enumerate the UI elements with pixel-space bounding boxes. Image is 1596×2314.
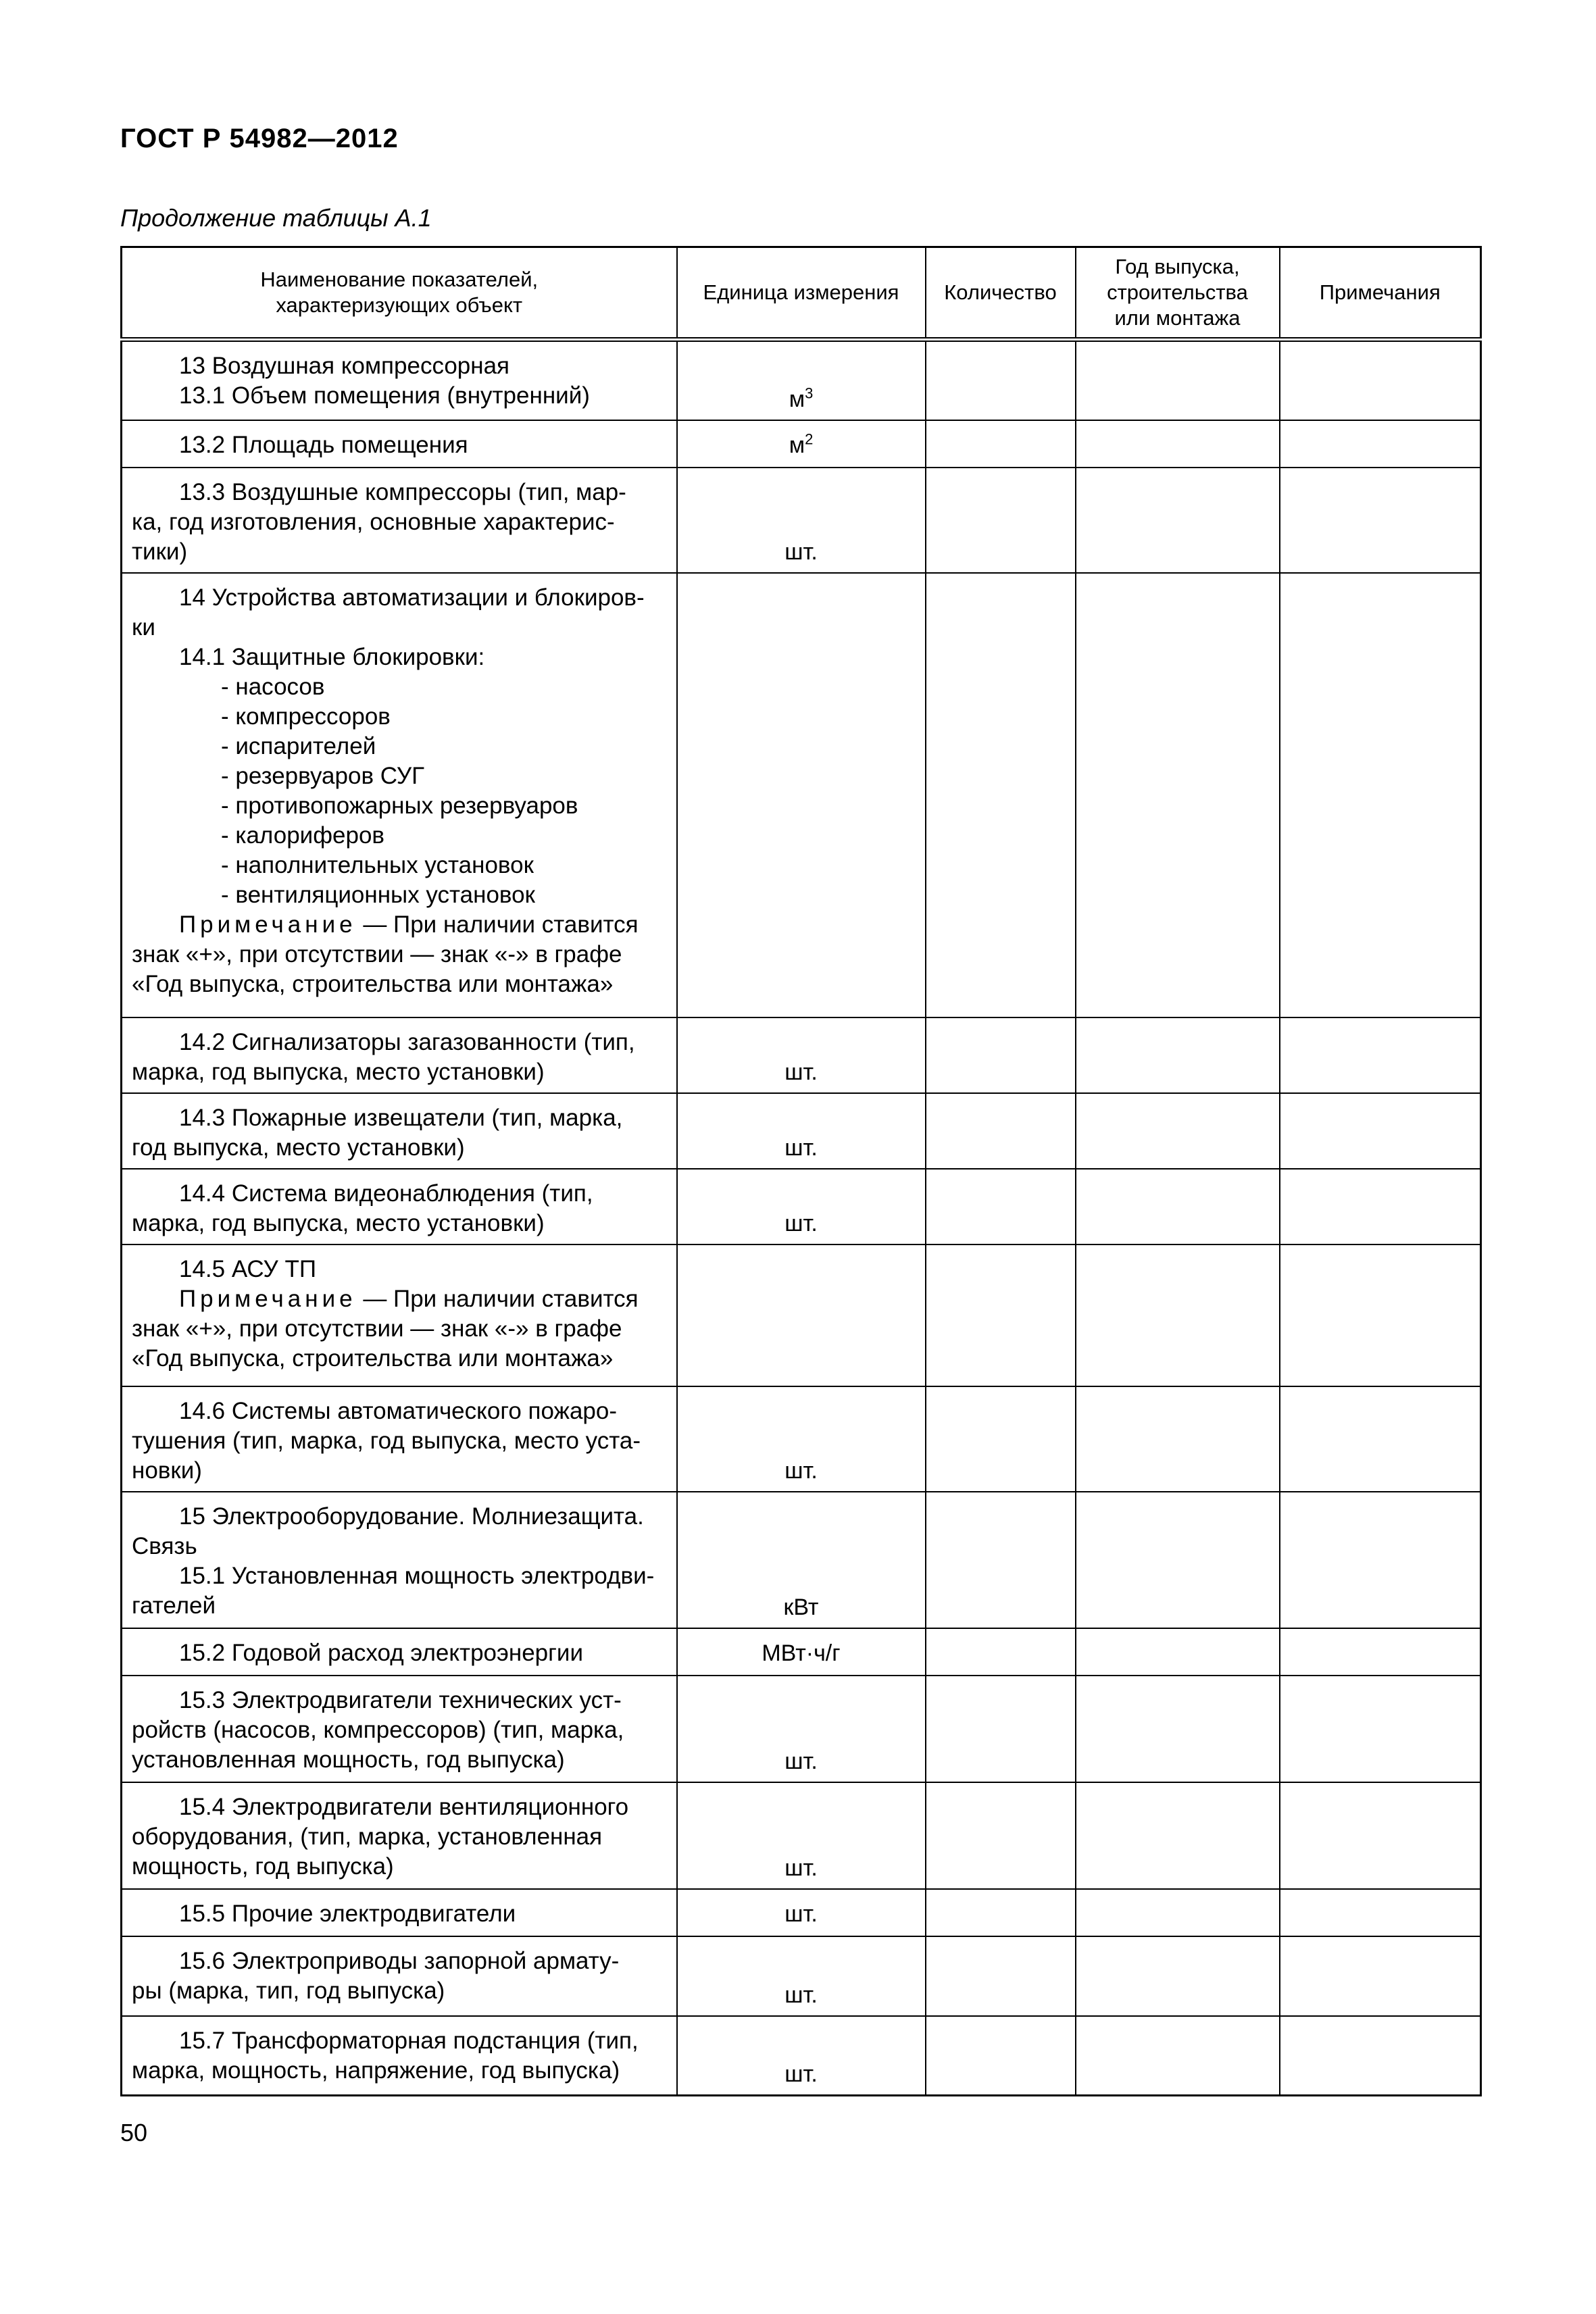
row-name-cell: 14.6 Системы автоматического пожаро- тушения (тип, марка, год выпуска, место уста- новки) <box>122 1386 677 1492</box>
row-year-cell <box>1076 1628 1280 1676</box>
row-name-cell: 15.7 Трансформаторная подстанция (тип, марка, мощность, напряжение, год выпуска) <box>122 2016 677 2096</box>
row-quantity-cell <box>926 1889 1076 1936</box>
table-row <box>122 1782 1481 1889</box>
row-notes-cell <box>1280 1386 1481 1492</box>
table-row <box>122 573 1481 1017</box>
table-row <box>122 1093 1481 1169</box>
row-name-cell: 13.3 Воздушные компрессоры (тип, мар- ка, год изготовления, основные характерис- тики) <box>122 468 677 573</box>
row-name-cell: 14.2 Сигнализаторы загазованности (тип, марка, год выпуска, место установки) <box>122 1017 677 1093</box>
table-row <box>122 1889 1481 1936</box>
row-quantity-cell <box>926 1676 1076 1782</box>
row-notes-cell <box>1280 1889 1481 1936</box>
row-name-cell: 15.5 Прочие электродвигатели <box>122 1889 677 1936</box>
table-row <box>122 1628 1481 1676</box>
row-notes-cell <box>1280 1628 1481 1676</box>
row-quantity-cell <box>926 468 1076 573</box>
row-unit-cell: кВт <box>677 1492 926 1628</box>
row-unit-cell: $м^2$ <box>677 420 926 468</box>
column-header-year: Год выпуска, строительства или монтажа <box>1076 247 1280 340</box>
table-row <box>122 420 1481 468</box>
row-year-cell <box>1076 340 1280 420</box>
column-header-unit: Единица измерения <box>677 247 926 340</box>
table-row <box>122 468 1481 573</box>
row-name-cell: 15.2 Годовой расход электроэнергии <box>122 1628 677 1676</box>
row-quantity-cell <box>926 1169 1076 1244</box>
table-row <box>122 1936 1481 2016</box>
table-row <box>122 2016 1481 2096</box>
row-quantity-cell <box>926 1936 1076 2016</box>
row-notes-cell <box>1280 1169 1481 1244</box>
row-notes-cell <box>1280 1017 1481 1093</box>
table-row <box>122 1676 1481 1782</box>
row-quantity-cell <box>926 1492 1076 1628</box>
row-unit-cell: $м^3$ <box>677 340 926 420</box>
row-unit-cell: шт. <box>677 1676 926 1782</box>
row-year-cell <box>1076 1676 1280 1782</box>
row-name-cell: 15.4 Электродвигатели вентиляционного оборудования, (тип, марка, установленная мощность, год выпуска) <box>122 1782 677 1889</box>
row-year-cell <box>1076 1093 1280 1169</box>
row-quantity-cell <box>926 2016 1076 2096</box>
row-unit-cell <box>677 1244 926 1386</box>
row-quantity-cell <box>926 1782 1076 1889</box>
row-notes-cell <box>1280 1244 1481 1386</box>
row-quantity-cell <box>926 340 1076 420</box>
row-unit-cell: шт. <box>677 1889 926 1936</box>
row-year-cell <box>1076 1017 1280 1093</box>
data-table <box>120 246 1482 2096</box>
table-header-row <box>122 247 1481 340</box>
row-unit-cell: шт. <box>677 2016 926 2096</box>
row-unit-cell: шт. <box>677 1386 926 1492</box>
row-notes-cell <box>1280 1093 1481 1169</box>
row-notes-cell <box>1280 340 1481 420</box>
column-header-notes: Примечания <box>1280 247 1481 340</box>
row-year-cell <box>1076 2016 1280 2096</box>
table-row <box>122 1386 1481 1492</box>
table-row <box>122 1492 1481 1628</box>
row-name-cell: 14.3 Пожарные извещатели (тип, марка, год выпуска, место установки) <box>122 1093 677 1169</box>
row-quantity-cell <box>926 573 1076 1017</box>
row-name-cell: 15.6 Электроприводы запорной армату- ры (марка, тип, год выпуска) <box>122 1936 677 2016</box>
row-year-cell <box>1076 1782 1280 1889</box>
note-label: Примечание <box>179 911 357 938</box>
table-row <box>122 1017 1481 1093</box>
row-notes-cell <box>1280 1676 1481 1782</box>
table-row <box>122 1169 1481 1244</box>
row-name-cell: 14.5 АСУ ТП Примечание — При наличии ставится знак «+», при отсутствии — знак «-» в графе «Год выпуска, строительства или монтажа» <box>122 1244 677 1386</box>
row-notes-cell <box>1280 1936 1481 2016</box>
row-year-cell <box>1076 573 1280 1017</box>
page-number: 50 <box>120 2119 148 2146</box>
row-quantity-cell <box>926 1244 1076 1386</box>
row-unit-cell: шт. <box>677 1093 926 1169</box>
table-row <box>122 1244 1481 1386</box>
row-unit-cell: шт. <box>677 1782 926 1889</box>
row-name-cell: 13.2 Площадь помещения <box>122 420 677 468</box>
row-unit-cell: шт. <box>677 1936 926 2016</box>
column-header-name: Наименование показателей, характеризующих объект <box>122 247 677 340</box>
row-quantity-cell <box>926 1628 1076 1676</box>
row-name-cell: 13 Воздушная компрессорная 13.1 Объем помещения (внутренний) <box>122 340 677 420</box>
row-quantity-cell <box>926 1386 1076 1492</box>
row-name-cell: 14.4 Система видеонаблюдения (тип, марка, год выпуска, место установки) <box>122 1169 677 1244</box>
row-unit-cell: МВт·ч/г <box>677 1628 926 1676</box>
row-unit-cell: шт. <box>677 1169 926 1244</box>
table-row <box>122 340 1481 420</box>
row-quantity-cell <box>926 420 1076 468</box>
row-notes-cell <box>1280 573 1481 1017</box>
column-header-quantity: Количество <box>926 247 1076 340</box>
row-unit-cell: шт. <box>677 468 926 573</box>
row-name-cell: 14 Устройства автоматизации и блокиров- ки 14.1 Защитные блокировки: - насосов - компрессоров - испарителей - резервуаров СУГ - противопожарных резервуаров - калориферов - наполнительных установок - вентиляционных установок Примечание — При наличии ставится знак «+», при отсутствии — знак «-» в графе «Год выпуска, строительства или монтажа» <box>122 573 677 1017</box>
row-name-cell: 15 Электрооборудование. Молниезащита. Связь 15.1 Установленная мощность электродви- гателей <box>122 1492 677 1628</box>
row-unit-cell: шт. <box>677 1017 926 1093</box>
row-notes-cell <box>1280 2016 1481 2096</box>
row-year-cell <box>1076 420 1280 468</box>
row-unit-cell <box>677 573 926 1017</box>
row-notes-cell <box>1280 1492 1481 1628</box>
row-year-cell <box>1076 1889 1280 1936</box>
row-name-cell: 15.3 Электродвигатели технических уст- ройств (насосов, компрессоров) (тип, марка, установленная мощность, год выпуска) <box>122 1676 677 1782</box>
note-label: Примечание <box>179 1285 357 1312</box>
note: Примечание — При наличии ставится <box>179 911 639 938</box>
row-notes-cell <box>1280 468 1481 573</box>
row-notes-cell <box>1280 420 1481 468</box>
row-quantity-cell <box>926 1017 1076 1093</box>
document-header: ГОСТ Р 54982—2012 <box>120 124 399 153</box>
row-year-cell <box>1076 1244 1280 1386</box>
note: Примечание — При наличии ставится <box>179 1285 639 1312</box>
row-year-cell <box>1076 1936 1280 2016</box>
row-year-cell <box>1076 1386 1280 1492</box>
table-caption: Продолжение таблицы А.1 <box>120 204 432 232</box>
row-notes-cell <box>1280 1782 1481 1889</box>
row-quantity-cell <box>926 1093 1076 1169</box>
row-year-cell <box>1076 1492 1280 1628</box>
row-year-cell <box>1076 468 1280 573</box>
row-year-cell <box>1076 1169 1280 1244</box>
